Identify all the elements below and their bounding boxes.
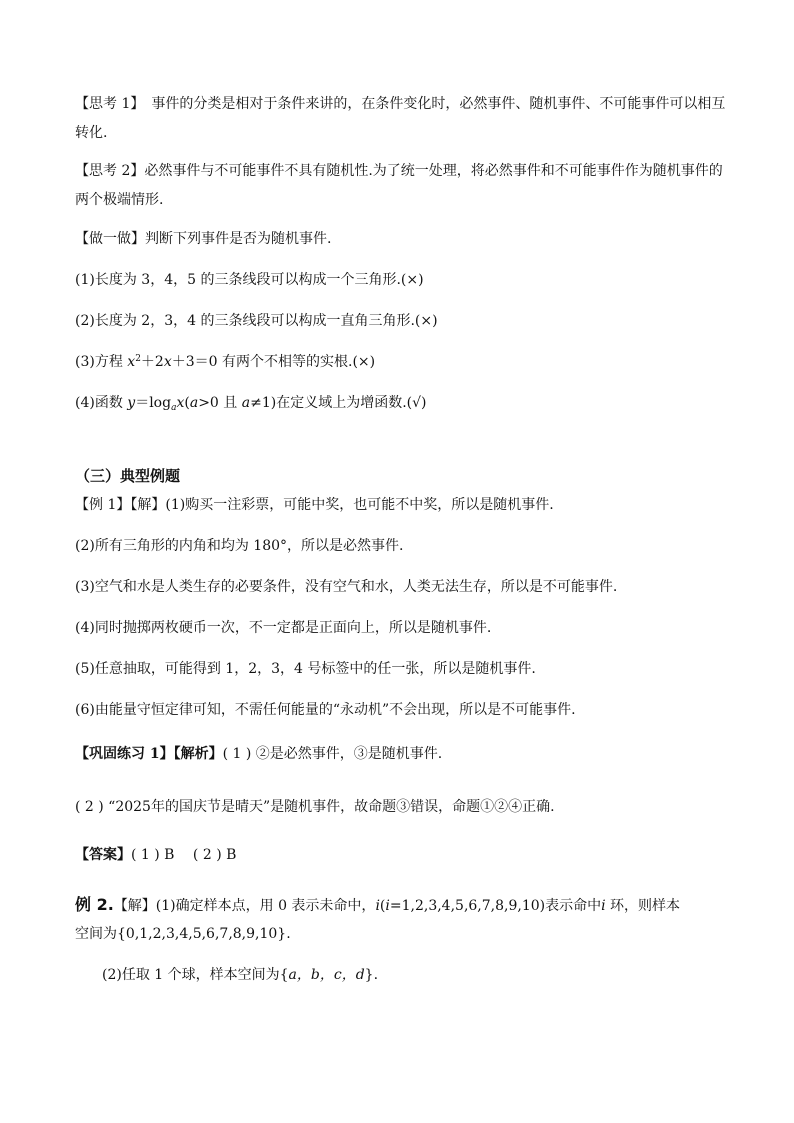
doit-label: 【做一做】 <box>75 231 145 247</box>
think2-text-cont: 两个极端情形. <box>75 192 164 208</box>
ex1-line6: (6)由能量守恒定律可知，不需任何能量的“永动机”不会出现，所以是不可能事件. <box>75 702 576 718</box>
answer-label: 【答案】 <box>75 847 131 863</box>
section-heading: （三）典型例题 <box>75 467 181 485</box>
doit-text: 判断下列事件是否为随机事件. <box>145 231 332 247</box>
think2-line2 <box>75 191 163 209</box>
ex1-line5: (5)任意抽取，可能得到 1，2，3，4 号标签中的任一张，所以是随机事件. <box>75 661 536 677</box>
think2-line1 <box>75 162 723 180</box>
doit-item-4: (4)函数 $y=\log_ax(a>0$ 且 a≠1)在定义域上为增函数.(√) <box>75 395 427 413</box>
ex1-line4: (4)同时抛掷两枚硬币一次，不一定都是正面向上，所以是随机事件. <box>75 620 492 636</box>
doit-line <box>75 230 331 248</box>
practice1-answer: 【答案】( 1 ) B ( 2 ) B <box>75 847 237 863</box>
ex1-line3: (3)空气和水是人类生存的必要条件，没有空气和水，人类无法生存，所以是不可能事件. <box>75 579 618 595</box>
think2-text: 必然事件与不可能事件不具有随机性.为了统一处理，将必然事件和不可能事件作为随机事件的 <box>144 163 723 179</box>
practice1-line1: 【巩固练习 1】【解析】( 1 ) ②是必然事件，③是随机事件. <box>75 746 443 762</box>
doit-item-2: (2)长度为 2，3，4 的三条线段可以构成一直角三角形.(×) <box>75 313 438 329</box>
ex2-line3: (2)任取 1 个球，样本空间为{a，b，c，d}. <box>102 967 379 983</box>
doit-item-1: (1)长度为 3，4，5 的三条线段可以构成一个三角形.(×) <box>75 272 424 288</box>
think1-label: 【思考 1】 <box>75 96 138 112</box>
ex2-line2: 空间为{0,1,2,3,4,5,6,7,8,9,10}. <box>75 926 291 942</box>
ex1-line2: (2)所有三角形的内角和均为 180°，所以是必然事件. <box>75 538 404 554</box>
ex1-label: 【例 1】【解】 <box>75 497 166 513</box>
practice1-line2: ( 2 ) “2025年的国庆节是晴天”是随机事件，故命题③错误，命题①②④正确. <box>75 799 555 815</box>
ex2-line1: 例 2.【解】(1)确定样本点，用 0 表示未命中，i(i=1,2,3,4,5,6,7,8,9,10)表示命中i 环，则样本 <box>75 895 681 914</box>
think2-label: 【思考 2】 <box>75 163 145 179</box>
practice1-label: 【巩固练习 1】【解析】 <box>75 746 223 762</box>
think1-line2 <box>75 124 107 142</box>
ex2-label: 例 2. <box>75 895 114 914</box>
think1-text: 事件的分类是相对于条件来讲的，在条件变化时，必然事件、随机事件、不可能事件可以相互 <box>137 96 726 112</box>
think1-line1 <box>75 95 725 113</box>
doit-item-3: (3)方程 $x^2+2x+3=0$ 有两个不相等的实根.(×) <box>75 354 376 370</box>
think1-text-cont: 转化. <box>75 125 108 141</box>
ex1-line1: 【例 1】【解】(1)购买一注彩票，可能中奖，也可能不中奖，所以是随机事件. <box>75 497 554 513</box>
